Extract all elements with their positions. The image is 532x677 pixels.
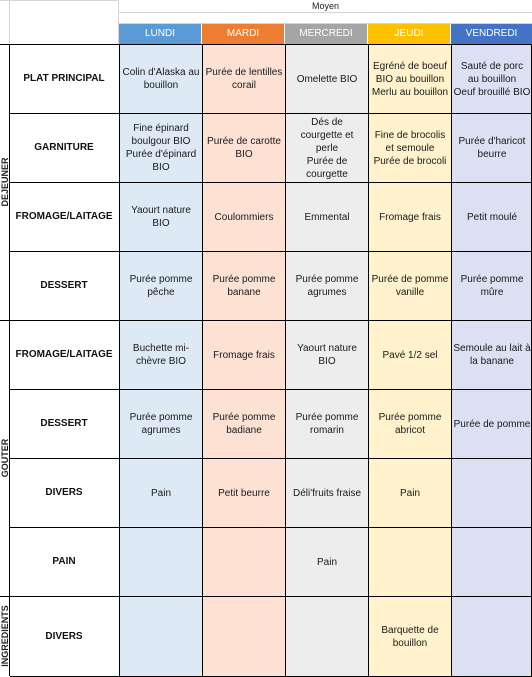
menu-cell: Fine épinard boulgour BIO Purée d'épinard BIO [120, 114, 202, 182]
section-dejeuner [0, 44, 9, 320]
menu-cell: Purée pomme banane [203, 252, 285, 320]
menu-cell: Petit beurre [203, 459, 285, 527]
menu-cell: Pain [369, 459, 451, 527]
day-header-jeudi: JEUDI [368, 24, 450, 44]
row-label: DESSERT [40, 418, 88, 429]
menu-cell: Buchette mi- chèvre BIO [120, 321, 202, 389]
menu-cell: Barquette de bouillon [369, 597, 451, 676]
day-header-mercredi: MERCREDI [285, 24, 367, 44]
column-border [285, 44, 286, 676]
menu-cell [286, 597, 368, 676]
menu-cell [120, 528, 202, 596]
column-border [9, 44, 10, 676]
column-border [368, 44, 369, 676]
section-label: DEJEUNER [0, 157, 10, 207]
gridline [0, 0, 119, 1]
menu-cell: Egréné de boeuf BIO au bouillon Merlu au bouillon [369, 45, 451, 113]
menu-cell: Purée pomme agrumes [120, 390, 202, 458]
menu-cell [452, 528, 532, 596]
day-header-mardi: MARDI [202, 24, 284, 44]
menu-cell: Yaourt nature BIO [286, 321, 368, 389]
menu-cell: Purée pomme badiane [203, 390, 285, 458]
menu-cell: Purée de carotte BIO [203, 114, 285, 182]
row-label: FROMAGE/LAITAGE [15, 211, 113, 222]
menu-cell: Pain [286, 528, 368, 596]
menu-cell: Purée de lentilles corail [203, 45, 285, 113]
menu-cell: Purée pomme abricot [369, 390, 451, 458]
menu-cell: Purée pomme mûre [452, 252, 532, 320]
section-label: INGREDIENTS [0, 605, 10, 667]
row-border [10, 389, 532, 390]
day-header-vendredi: VENDREDI [451, 24, 532, 44]
menu-cell [203, 528, 285, 596]
menu-cell [120, 597, 202, 676]
menu-cell: Purée de pomme vanille [369, 252, 451, 320]
menu-cell: Semoule au lait à la banane [452, 321, 532, 389]
menu-cell: Purée d'haricot beurre [452, 114, 532, 182]
section-gouter [0, 320, 9, 596]
menu-cell: Sauté de porc au bouillon Oeuf brouillé BIO [452, 45, 532, 113]
menu-cell: Coulommiers [203, 183, 285, 251]
row-label: GARNITURE [34, 142, 94, 153]
row-border [10, 251, 532, 252]
row-label: DIVERS [45, 487, 83, 498]
section-ingredients [0, 596, 9, 676]
row-border [10, 182, 532, 183]
menu-cell: Purée pomme romarin [286, 390, 368, 458]
row-label: FROMAGE/LAITAGE [15, 349, 113, 360]
row-border [10, 320, 532, 321]
column-border [202, 44, 203, 676]
menu-cell: Yaourt nature BIO [120, 183, 202, 251]
menu-cell [369, 528, 451, 596]
section-label: GOUTER [0, 438, 10, 478]
menu-cell: Pain [120, 459, 202, 527]
menu-cell: Pavé 1/2 sel [369, 321, 451, 389]
menu-cell: Fromage frais [369, 183, 451, 251]
row-border [10, 527, 532, 528]
row-label: PAIN [52, 556, 76, 567]
gridline [118, 0, 119, 44]
menu-cell: Omelette BIO [286, 45, 368, 113]
column-border [451, 44, 452, 676]
menu-cell [452, 459, 532, 527]
row-label: DIVERS [45, 630, 83, 642]
gridline [119, 23, 532, 24]
menu-cell: Emmental [286, 183, 368, 251]
day-header-lundi: LUNDI [119, 24, 201, 44]
sheet-title: Moyen [311, 1, 339, 11]
row-label: PLAT PRINCIPAL [23, 73, 105, 84]
row-border [10, 458, 532, 459]
menu-cell: Colin d'Alaska au bouillon [120, 45, 202, 113]
gridline [9, 0, 10, 44]
gridline [119, 12, 532, 13]
menu-cell: Fine de brocolis et semoule Purée de brocoli [369, 114, 451, 182]
row-border [10, 596, 532, 597]
menu-cell: Déli'fruits fraise [286, 459, 368, 527]
menu-cell: Purée de pomme [452, 390, 532, 458]
column-border [119, 44, 120, 676]
menu-cell: Dés de courgette et perle Purée de courgette [286, 114, 368, 182]
row-border [10, 113, 532, 114]
row-border [0, 44, 532, 45]
menu-cell [203, 597, 285, 676]
menu-cell: Petit moulé [452, 183, 532, 251]
menu-cell [452, 597, 532, 676]
menu-cell: Fromage frais [203, 321, 285, 389]
row-label: DESSERT [40, 280, 88, 291]
menu-cell: Purée pomme agrumes [286, 252, 368, 320]
menu-cell: Purée pomme pêche [120, 252, 202, 320]
